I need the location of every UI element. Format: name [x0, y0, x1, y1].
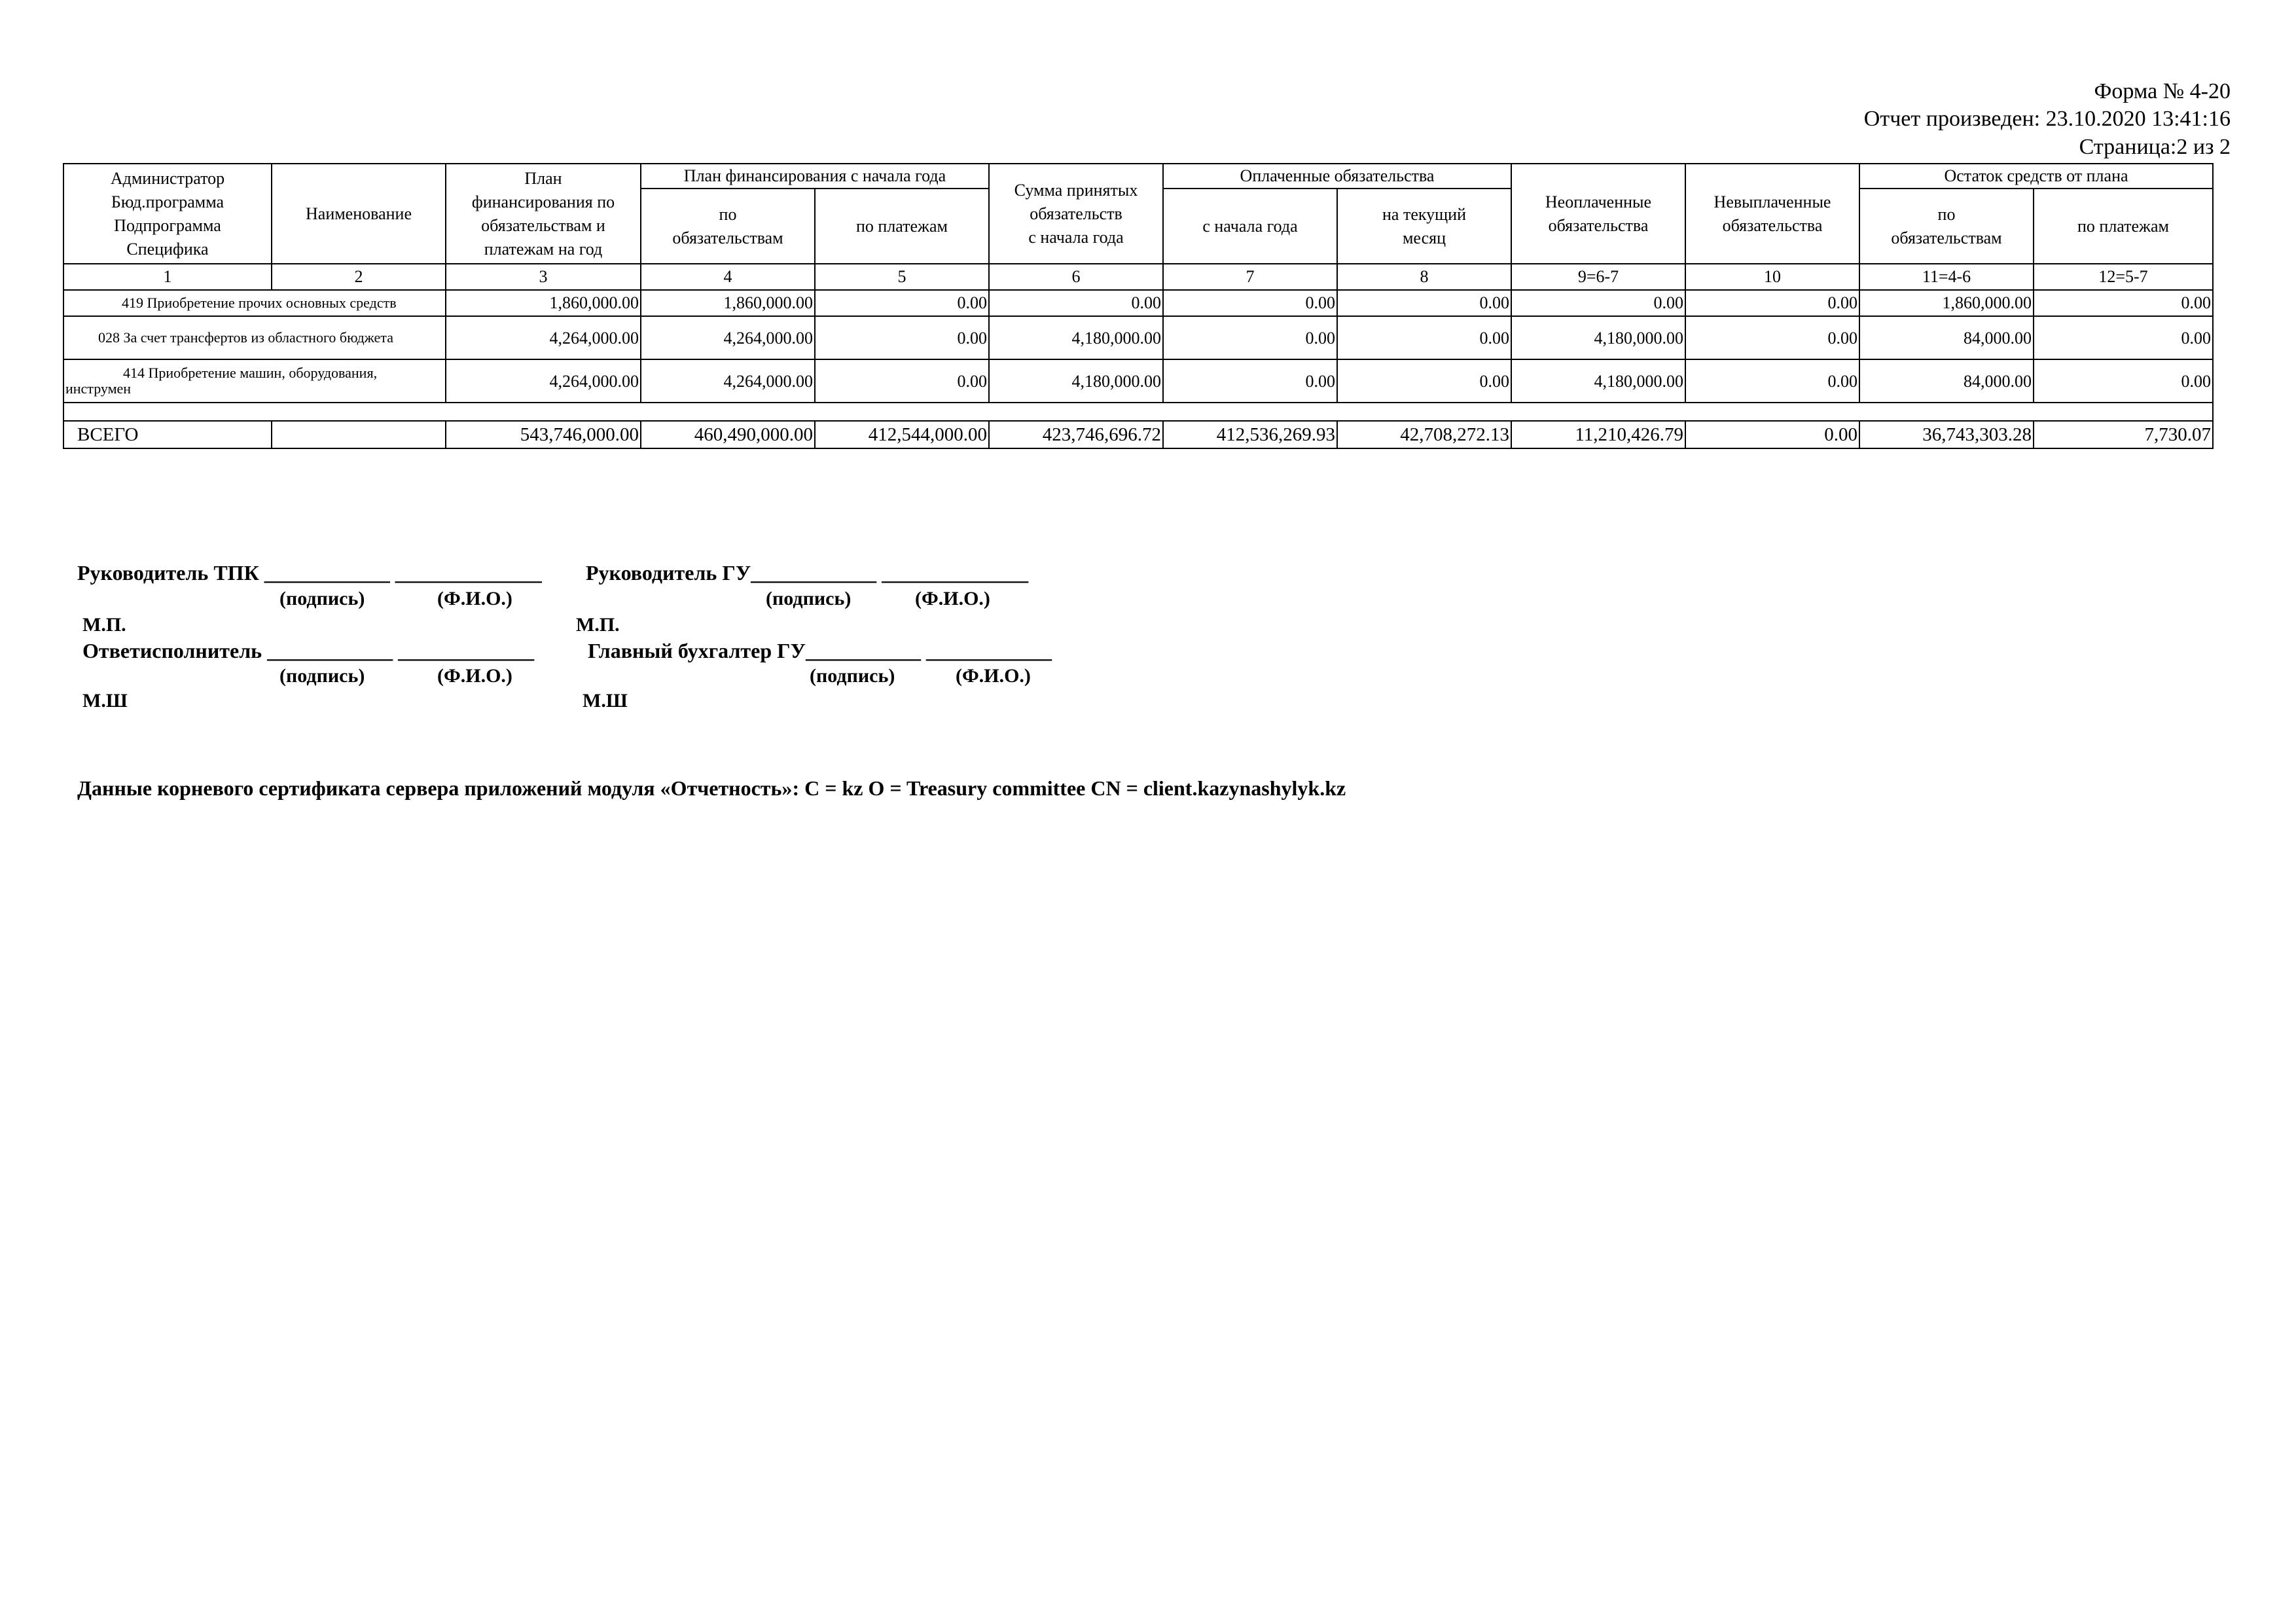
cell-value: 4,180,000.00 [1511, 359, 1685, 403]
col-from-start-header: с начала года [1163, 189, 1337, 264]
col-by-obligations-line: по [719, 204, 737, 224]
col-name-header: Наименование [272, 164, 446, 264]
certificate-info: Данные корневого сертификата сервера приложений модуля «Отчетность»: C = kz O = Treasury committee CN = client.kazynashylyk.kz [77, 776, 1346, 800]
cell-value: 4,264,000.00 [641, 359, 815, 403]
column-index: 2 [272, 264, 446, 290]
cell-value: 0.00 [1337, 290, 1511, 316]
col-current-month-line: месяц [1402, 228, 1446, 247]
col-plan-line: платежам на год [484, 239, 603, 259]
column-index: 7 [1163, 264, 1337, 290]
group-balance: Остаток средств от плана [1859, 164, 2213, 189]
cell-value: 0.00 [1163, 290, 1337, 316]
column-index: 11=4-6 [1859, 264, 2034, 290]
cell-value: 0.00 [1337, 316, 1511, 359]
table-row [63, 359, 2213, 403]
col-bal-obligations-line: обязательствам [1891, 228, 2002, 247]
stamp-place-label: М.Ш [583, 690, 628, 712]
total-value: 0.00 [1685, 421, 1859, 448]
total-label: ВСЕГО [63, 421, 272, 448]
cell-value: 1,860,000.00 [446, 290, 641, 316]
col-plan-line: План [524, 168, 562, 188]
fio-caption: (Ф.И.О.) [915, 588, 990, 609]
cell-value: 0.00 [2034, 290, 2213, 316]
cell-value: 0.00 [2034, 359, 2213, 403]
col-unpaid-line: обязательства [1548, 215, 1649, 235]
cell-value: 4,180,000.00 [989, 316, 1163, 359]
col-accepted-line: обязательств [1030, 204, 1122, 223]
col-bal-obligations-header [1859, 189, 2034, 264]
col-plan-line: обязательствам и [481, 215, 605, 235]
cell-value: 4,264,000.00 [446, 359, 641, 403]
report-generated-date: Отчет произведен: 23.10.2020 13:41:16 [1863, 107, 2231, 131]
header-row-top [63, 164, 2213, 189]
col-unpaid-header [1511, 164, 1685, 264]
cell-value: 0.00 [989, 290, 1163, 316]
col-not-paid-out-header [1685, 164, 1859, 264]
column-index-row [63, 264, 2213, 290]
cell-value: 1,860,000.00 [641, 290, 815, 316]
cell-value: 0.00 [1511, 290, 1685, 316]
cell-value: 0.00 [1163, 359, 1337, 403]
col-admin-line: Подпрограмма [114, 215, 221, 235]
group-paid-obligations: Оплаченные обязательства [1163, 164, 1511, 189]
fio-caption: (Ф.И.О.) [956, 665, 1031, 687]
stamp-place-label: М.П. [576, 614, 620, 636]
col-bal-obligations-line: по [1937, 204, 1956, 224]
col-current-month-line: на текущий [1382, 204, 1466, 224]
cell-value: 0.00 [2034, 316, 2213, 359]
total-value: 42,708,272.13 [1337, 421, 1511, 448]
col-by-obligations-line: обязательствам [672, 228, 783, 247]
col-plan-line: финансирования по [471, 192, 615, 211]
column-index: 4 [641, 264, 815, 290]
form-number: Форма № 4-20 [2094, 79, 2231, 103]
table-row [63, 316, 2213, 359]
row-name: 028 За счет трансфертов из областного бюджета [63, 316, 446, 359]
total-value: 11,210,426.79 [1511, 421, 1685, 448]
cell-value: 4,180,000.00 [989, 359, 1163, 403]
cell-value: 0.00 [815, 290, 989, 316]
cell-value: 0.00 [1685, 290, 1859, 316]
column-index: 5 [815, 264, 989, 290]
report-table [63, 163, 2214, 449]
total-name-cell [272, 421, 446, 448]
col-accepted-header [989, 164, 1163, 264]
column-index: 3 [446, 264, 641, 290]
column-index: 8 [1337, 264, 1511, 290]
col-admin-line: Специфика [126, 239, 209, 259]
total-value: 36,743,303.28 [1859, 421, 2034, 448]
col-by-obligations-header [641, 189, 815, 264]
executor-signature-line: Ответисполнитель ____________ _____________ [82, 639, 535, 662]
total-value: 543,746,000.00 [446, 421, 641, 448]
fio-caption: (Ф.И.О.) [437, 665, 512, 687]
total-row [63, 421, 2213, 448]
col-unpaid-line: Неоплаченные [1545, 192, 1652, 211]
total-value: 412,544,000.00 [815, 421, 989, 448]
col-not-paid-out-line: обязательства [1722, 215, 1823, 235]
col-bal-payments-header: по платежам [2034, 189, 2213, 264]
col-not-paid-out-line: Невыплаченные [1713, 192, 1831, 211]
cell-value: 0.00 [1337, 359, 1511, 403]
cell-value: 0.00 [815, 316, 989, 359]
column-index: 10 [1685, 264, 1859, 290]
stamp-place-label: М.П. [82, 614, 126, 636]
row-name: 419 Приобретение прочих основных средств [63, 290, 446, 316]
table-row [63, 290, 2213, 316]
col-admin-line: Администратор [110, 168, 225, 188]
cell-value: 4,264,000.00 [446, 316, 641, 359]
cell-value: 0.00 [1685, 359, 1859, 403]
column-index: 12=5-7 [2034, 264, 2213, 290]
col-plan-header [446, 164, 641, 264]
column-index: 6 [989, 264, 1163, 290]
row-name: 414 Приобретение машин, оборудования, инструмен [63, 359, 446, 403]
cell-value: 84,000.00 [1859, 359, 2034, 403]
col-current-month-header [1337, 189, 1511, 264]
total-value: 423,746,696.72 [989, 421, 1163, 448]
group-plan-from-start: План финансирования с начала года [641, 164, 989, 189]
head-tpk-signature-line: Руководитель ТПК ____________ ______________ [77, 561, 542, 585]
chief-accountant-signature-line: Главный бухгалтер ГУ___________ ____________ [588, 639, 1052, 662]
cell-value: 0.00 [1163, 316, 1337, 359]
col-admin-header [63, 164, 272, 264]
cell-value: 0.00 [815, 359, 989, 403]
col-accepted-line: Сумма принятых [1014, 180, 1138, 200]
cell-value: 1,860,000.00 [1859, 290, 2034, 316]
total-value: 460,490,000.00 [641, 421, 815, 448]
head-gu-signature-line: Руководитель ГУ____________ ______________ [586, 561, 1029, 585]
col-by-payments-header: по платежам [815, 189, 989, 264]
fio-caption: (Ф.И.О.) [437, 588, 512, 609]
signature-caption: (подпись) [279, 665, 365, 687]
total-value: 7,730.07 [2034, 421, 2213, 448]
signature-caption: (подпись) [766, 588, 852, 609]
cell-value: 4,180,000.00 [1511, 316, 1685, 359]
cell-value: 84,000.00 [1859, 316, 2034, 359]
signature-caption: (подпись) [810, 665, 895, 687]
cell-value: 0.00 [1685, 316, 1859, 359]
stamp-place-label: М.Ш [82, 690, 128, 712]
spacer-row [63, 403, 2213, 421]
column-index: 9=6-7 [1511, 264, 1685, 290]
column-index: 1 [63, 264, 272, 290]
total-value: 412,536,269.93 [1163, 421, 1337, 448]
col-admin-line: Бюд.программа [111, 192, 224, 211]
spacer-cell [63, 403, 2213, 421]
cell-value: 4,264,000.00 [641, 316, 815, 359]
page-number: Страница:2 из 2 [2079, 135, 2231, 159]
col-accepted-line: с начала года [1028, 227, 1124, 247]
signature-caption: (подпись) [279, 588, 365, 609]
